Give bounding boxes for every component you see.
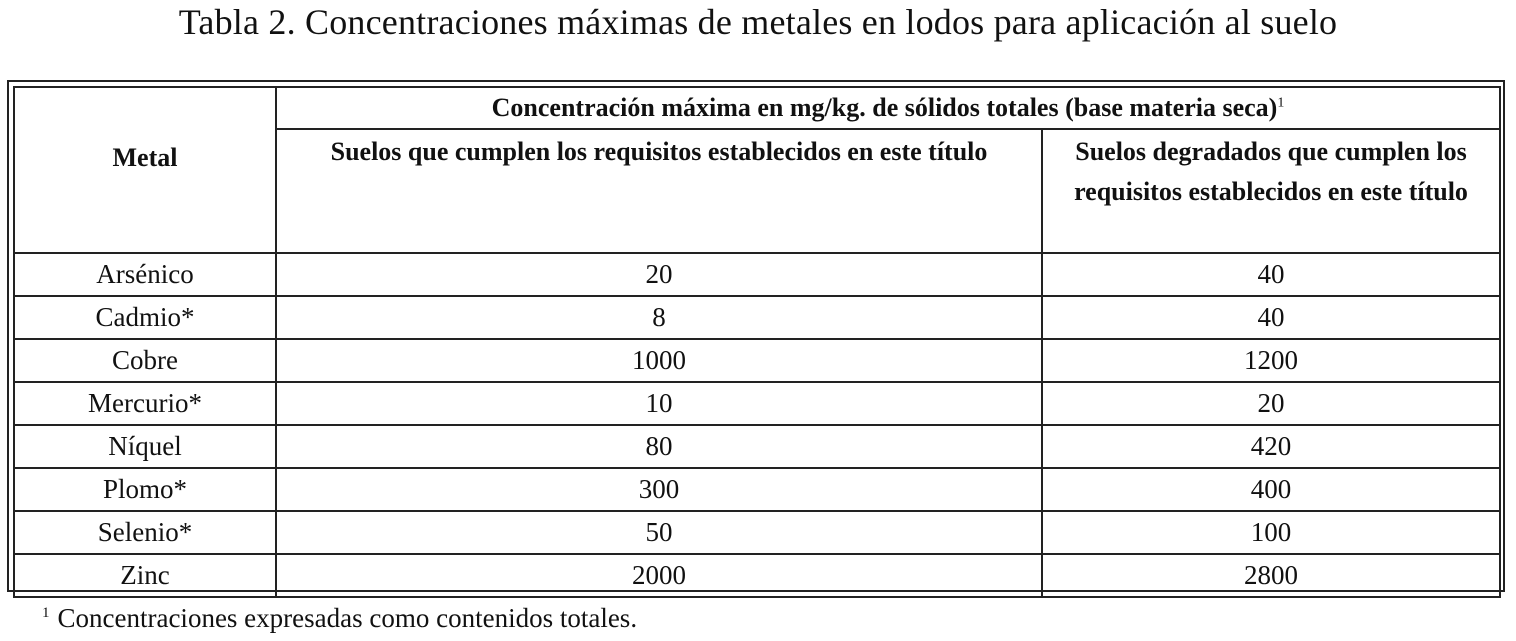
degraded-soil-value: 100 bbox=[1042, 511, 1500, 554]
normal-soil-value: 20 bbox=[276, 253, 1042, 296]
metal-cell: Níquel bbox=[14, 425, 276, 468]
metal-cell: Selenio* bbox=[14, 511, 276, 554]
normal-soil-value: 300 bbox=[276, 468, 1042, 511]
table-row bbox=[14, 296, 1500, 339]
metal-cell: Cobre bbox=[14, 339, 276, 382]
normal-soil-value: 10 bbox=[276, 382, 1042, 425]
header-normal-soils: Suelos que cumplen los requisitos establecidos en este título bbox=[276, 129, 1042, 253]
table-row bbox=[14, 425, 1500, 468]
header-metal: Metal bbox=[14, 87, 276, 253]
table-row bbox=[14, 511, 1500, 554]
normal-soil-value: 8 bbox=[276, 296, 1042, 339]
header-concentration-group-text: Concentración máxima en mg/kg. de sólidos totales (base materia seca) bbox=[491, 93, 1278, 122]
normal-soil-value: 1000 bbox=[276, 339, 1042, 382]
footnote bbox=[42, 598, 637, 638]
footnote-text: Concentraciones expresadas como contenidos totales. bbox=[57, 603, 638, 633]
table-title: Tabla 2. Concentraciones máximas de metales en lodos para aplicación al suelo bbox=[178, 2, 1338, 42]
normal-soil-value: 2000 bbox=[276, 554, 1042, 597]
table-row bbox=[14, 554, 1500, 597]
metal-cell: Arsénico bbox=[14, 253, 276, 296]
footnote-marker: 1 bbox=[42, 605, 50, 621]
metal-cell: Zinc bbox=[14, 554, 276, 597]
metal-cell: Mercurio* bbox=[14, 382, 276, 425]
metal-cell: Cadmio* bbox=[14, 296, 276, 339]
table-row bbox=[14, 253, 1500, 296]
degraded-soil-value: 2800 bbox=[1042, 554, 1500, 597]
degraded-soil-value: 20 bbox=[1042, 382, 1500, 425]
normal-soil-value: 80 bbox=[276, 425, 1042, 468]
table-row bbox=[14, 382, 1500, 425]
degraded-soil-value: 40 bbox=[1042, 296, 1500, 339]
metals-table bbox=[13, 86, 1501, 598]
table-body bbox=[14, 253, 1500, 597]
metals-table-frame bbox=[7, 80, 1505, 592]
normal-soil-value: 50 bbox=[276, 511, 1042, 554]
header-footnote-marker: 1 bbox=[1277, 95, 1285, 111]
degraded-soil-value: 400 bbox=[1042, 468, 1500, 511]
degraded-soil-value: 1200 bbox=[1042, 339, 1500, 382]
degraded-soil-value: 40 bbox=[1042, 253, 1500, 296]
header-degraded-soils: Suelos degradados que cumplen los requisitos establecidos en este título bbox=[1042, 129, 1500, 253]
table-row bbox=[14, 468, 1500, 511]
metal-cell: Plomo* bbox=[14, 468, 276, 511]
table-row bbox=[14, 339, 1500, 382]
header-concentration-group bbox=[276, 87, 1500, 129]
degraded-soil-value: 420 bbox=[1042, 425, 1500, 468]
